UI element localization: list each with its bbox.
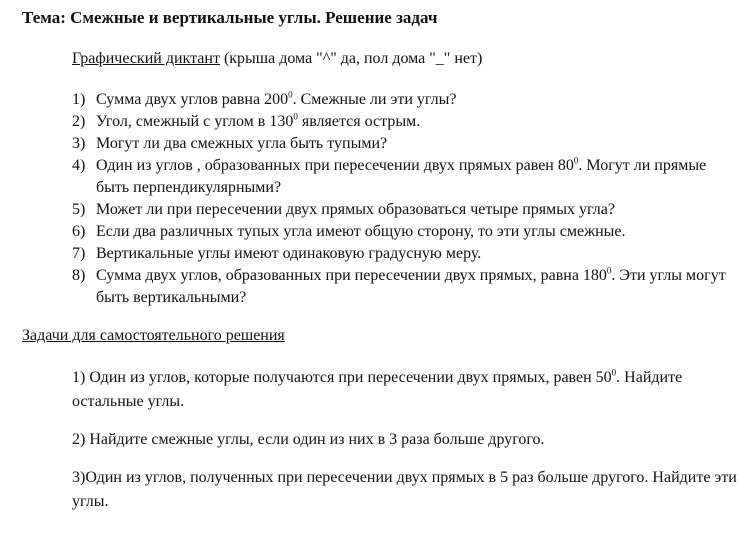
question-item: 4) Один из углов , образованных при пересечении двух прямых равен $80^0$. Могут ли прямые быть перпендикулярными? — [72, 155, 707, 196]
tasks-heading: Задачи для самостоятельного решения — [22, 327, 285, 344]
task-item: 2) Найдите смежные углы, если один из них в 3 раза больше другого. — [72, 431, 545, 448]
question-item: 2) Угол, смежный с углом в $130^0$ является острым. — [72, 111, 421, 130]
question-list — [72, 89, 742, 309]
question-item: 8) Сумма двух углов, образованных при пересечении двух прямых, равна $180^0$. Эти углы могут быть вертикальными? — [72, 265, 726, 306]
dictation-heading: Графический диктант — [72, 50, 220, 67]
question-item: 1) Сумма двух углов равна $200^0$. Смежные ли эти углы? — [72, 89, 457, 108]
question-item: 3) Могут ли два смежных угла быть тупыми? — [72, 135, 388, 152]
page-title: Тема: Смежные и вертикальные углы. Решение задач — [22, 8, 438, 27]
question-item: 7) Вертикальные углы имеют одинаковую градусную меру. — [72, 245, 482, 262]
question-item: 5) Может ли при пересечении двух прямых образоваться четыре прямых угла? — [72, 201, 615, 218]
task-item: 1) Один из углов, которые получаются при пересечении двух прямых, равен $50^0$. Найдите остальные углы. — [72, 367, 683, 410]
task-item: 3)Один из углов, полученных при пересечении двух прямых в 5 раз больше другого. Найдите эти углы. — [72, 469, 737, 510]
dictation-instructions: (крыша дома "^" да, пол дома "_" нет) — [219, 50, 483, 67]
dictation-header — [72, 50, 482, 68]
question-item: 6) Если два различных тупых угла имеют общую сторону, то эти углы смежные. — [72, 223, 626, 240]
